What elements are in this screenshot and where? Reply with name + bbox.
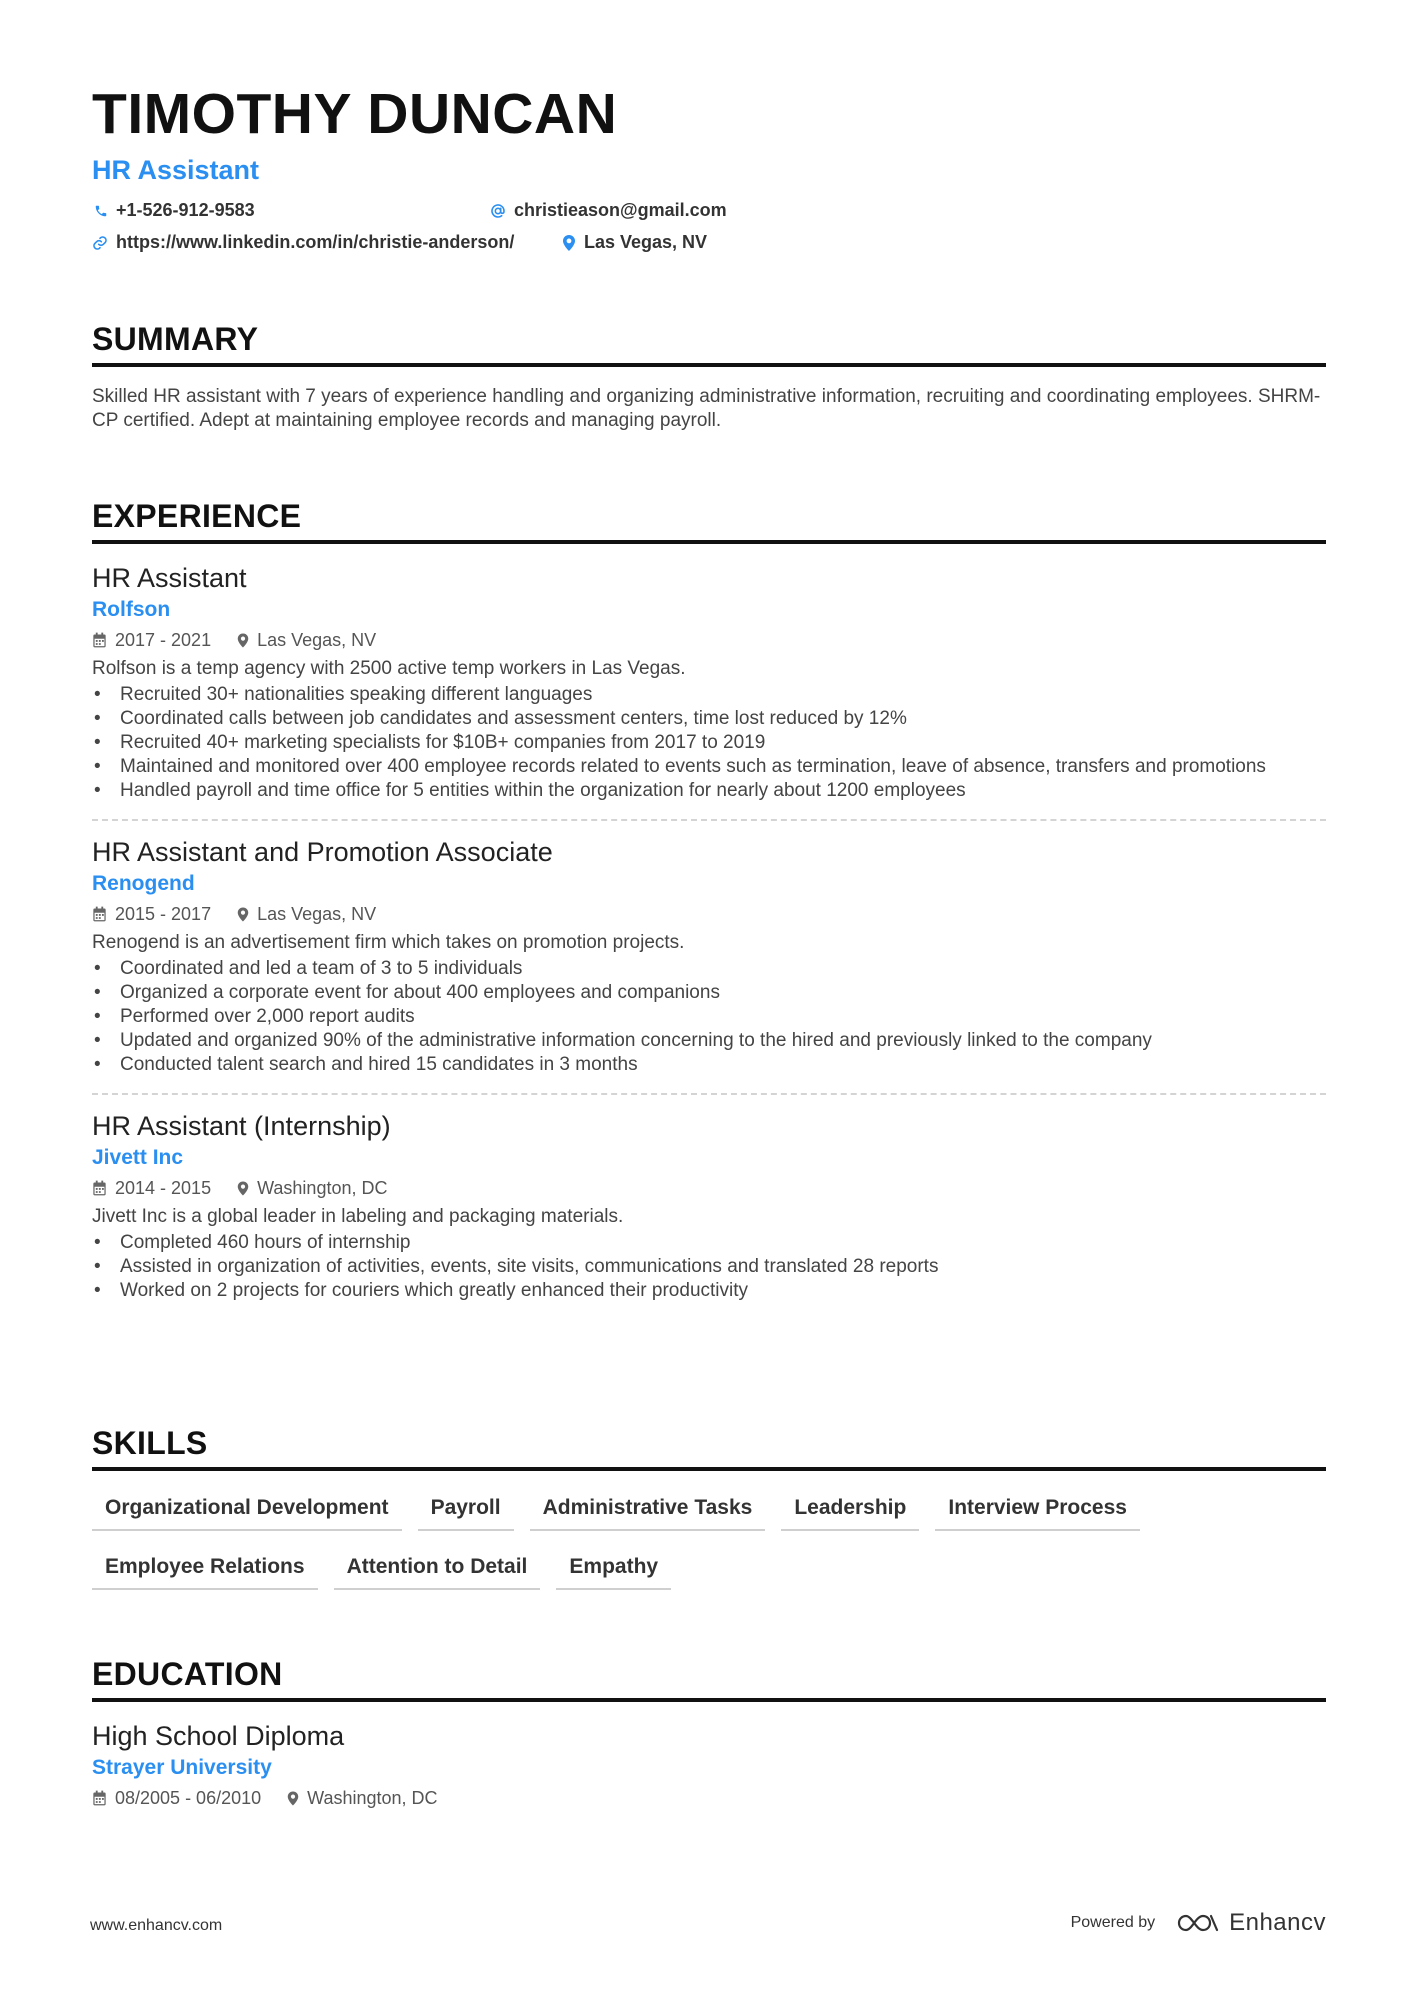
skill-tag: Organizational Development: [92, 1489, 402, 1531]
list-item: • Conducted talent search and hired 15 candidates in 3 months: [92, 1053, 1326, 1077]
job-entry: [92, 835, 1326, 1095]
job-location: Las Vegas, NV: [257, 630, 377, 650]
list-item: • Worked on 2 projects for couriers which greatly enhanced their productivity: [92, 1279, 1326, 1303]
linkedin-text: https://www.linkedin.com/in/christie-anderson/: [116, 232, 515, 252]
email-text: christieason@gmail.com: [514, 200, 727, 220]
skill-tag: Empathy: [556, 1548, 671, 1590]
job-entry: [92, 1109, 1326, 1303]
experience-divider: [92, 540, 1326, 544]
job-meta: [92, 627, 1326, 653]
skill-tag: Attention to Detail: [334, 1548, 541, 1590]
skills-list: [92, 1489, 1326, 1607]
job-entry: [92, 561, 1326, 821]
footer-website[interactable]: www.enhancv.com: [90, 1917, 223, 1934]
location-text: Las Vegas, NV: [584, 232, 708, 252]
contact-info: [92, 200, 1326, 270]
job-bullets: [92, 957, 1326, 1077]
job-meta: [92, 901, 1326, 927]
powered-by-label: Powered by: [1070, 1914, 1156, 1931]
education-section: [92, 1654, 1326, 1811]
job-bullets: [92, 683, 1326, 803]
at-icon: [490, 203, 506, 219]
company-description: Renogend is an advertisement firm which takes on promotion projects.: [92, 932, 685, 953]
list-item: • Organized a corporate event for about 400 employees and companions: [92, 981, 1326, 1005]
job-dates: 2017 - 2021: [115, 630, 212, 650]
job-dates: 2015 - 2017: [115, 904, 212, 924]
company-name[interactable]: Renogend: [92, 872, 195, 895]
job-title: HR Assistant (Internship): [92, 1111, 391, 1141]
list-item: • Coordinated and led a team of 3 to 5 individuals: [92, 957, 1326, 981]
experience-heading: EXPERIENCE: [92, 498, 302, 534]
footer-branding: [1071, 1909, 1326, 1937]
experience-section: [92, 496, 1326, 1303]
list-item: • Completed 460 hours of internship: [92, 1231, 1326, 1255]
calendar-icon: [92, 632, 107, 648]
company-name[interactable]: Jivett Inc: [92, 1146, 184, 1169]
candidate-role: HR Assistant: [92, 155, 260, 185]
education-dates: 08/2005 - 06/2010: [115, 1788, 262, 1808]
skill-tag: Administrative Tasks: [530, 1489, 766, 1531]
list-item: • Updated and organized 90% of the administrative information concerning to the hired and previously linked to the company: [92, 1029, 1326, 1053]
job-meta: [92, 1175, 1326, 1201]
job-title: HR Assistant: [92, 563, 247, 593]
enhancv-logo[interactable]: [1175, 1909, 1326, 1937]
contact-linkedin[interactable]: [92, 232, 514, 253]
summary-text: Skilled HR assistant with 7 years of experience handling and organizing administrative information, recruiting and coordinating employees. SHRM-CP certified. Adept at maintaining employee records and managing payroll.: [92, 386, 1321, 431]
job-location: Las Vegas, NV: [257, 904, 377, 924]
job-title: HR Assistant and Promotion Associate: [92, 837, 553, 867]
skills-heading: SKILLS: [92, 1425, 208, 1461]
calendar-icon: [92, 906, 107, 922]
job-location: Washington, DC: [257, 1178, 388, 1198]
summary-section: [92, 319, 1326, 433]
link-icon: [92, 235, 108, 251]
candidate-name: TIMOTHY DUNCAN: [92, 82, 618, 146]
job-divider: [92, 1093, 1326, 1095]
list-item: • Recruited 30+ nationalities speaking different languages: [92, 683, 1326, 707]
phone-text: +1-526-912-9583: [116, 200, 255, 220]
school-name[interactable]: Strayer University: [92, 1756, 272, 1779]
skill-tag: Payroll: [418, 1489, 514, 1531]
contact-phone[interactable]: [94, 200, 255, 221]
phone-icon: [94, 204, 108, 218]
list-item: • Coordinated calls between job candidates and assessment centers, time lost reduced by 12%: [92, 707, 1326, 731]
brand-name: Enhancv: [1229, 1909, 1326, 1936]
company-name[interactable]: Rolfson: [92, 598, 171, 621]
calendar-icon: [92, 1790, 107, 1806]
location-pin-icon: [237, 633, 249, 648]
list-item: • Recruited 40+ marketing specialists for $10B+ companies from 2017 to 2019: [92, 731, 1326, 755]
company-description: Rolfson is a temp agency with 2500 active temp workers in Las Vegas.: [92, 658, 686, 679]
summary-heading: SUMMARY: [92, 321, 259, 357]
calendar-icon: [92, 1180, 107, 1196]
company-description: Jivett Inc is a global leader in labeling and packaging materials.: [92, 1206, 624, 1227]
list-item: • Performed over 2,000 report audits: [92, 1005, 1326, 1029]
skill-tag: Employee Relations: [92, 1548, 318, 1590]
location-pin-icon: [287, 1791, 299, 1806]
degree-title: High School Diploma: [92, 1721, 345, 1751]
skill-tag: Leadership: [781, 1489, 919, 1531]
education-heading: EDUCATION: [92, 1656, 283, 1692]
job-bullets: [92, 1231, 1326, 1303]
skills-divider: [92, 1467, 1326, 1471]
location-pin-icon: [237, 907, 249, 922]
list-item: • Assisted in organization of activities, events, site visits, communications and translated 28 reports: [92, 1255, 1326, 1279]
enhancv-logo-icon: [1175, 1911, 1221, 1935]
education-location: Washington, DC: [307, 1788, 438, 1808]
education-entry: [92, 1719, 1326, 1811]
contact-email[interactable]: [490, 200, 727, 221]
list-item: • Maintained and monitored over 400 employee records related to events such as termination, leave of absence, transfers and promotions: [92, 755, 1326, 779]
list-item: • Handled payroll and time office for 5 entities within the organization for nearly about 1200 employees: [92, 779, 1326, 803]
education-meta: [92, 1785, 1326, 1811]
skill-tag: Interview Process: [935, 1489, 1140, 1531]
summary-divider: [92, 363, 1326, 367]
job-dates: 2014 - 2015: [115, 1178, 212, 1198]
contact-location: [562, 232, 707, 253]
resume-page: [92, 78, 1326, 270]
location-pin-icon: [237, 1181, 249, 1196]
skills-section: [92, 1423, 1326, 1607]
education-divider: [92, 1698, 1326, 1702]
job-divider: [92, 819, 1326, 821]
location-pin-icon: [562, 235, 576, 251]
